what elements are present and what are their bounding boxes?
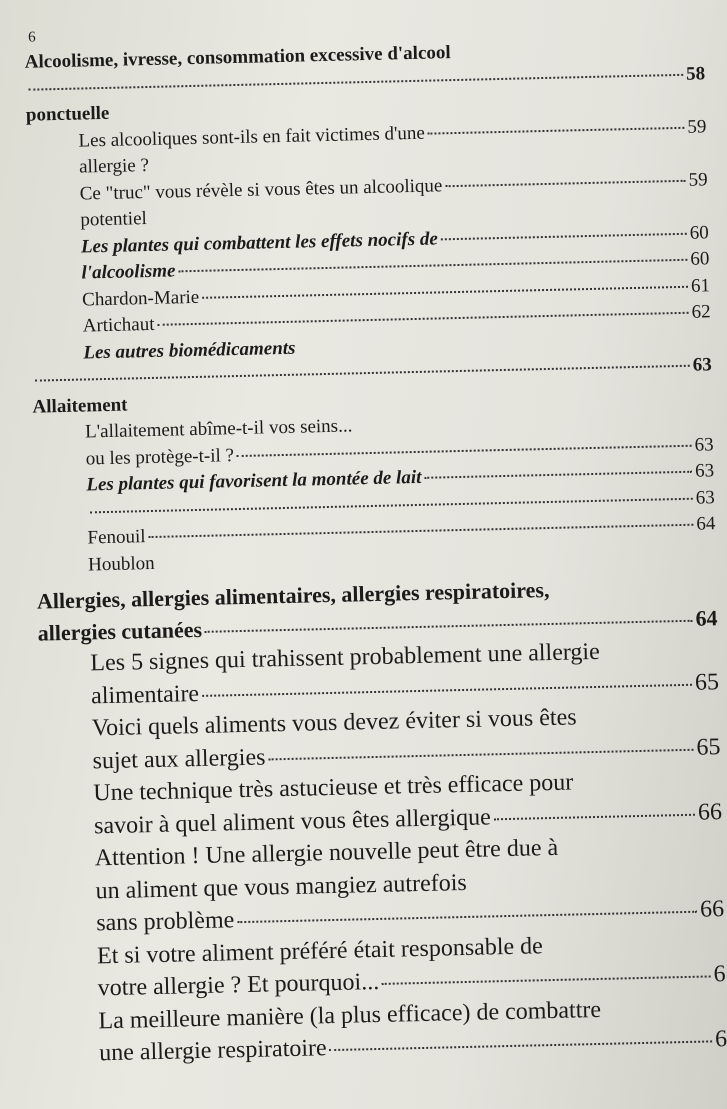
toc-entry-page: 59 bbox=[687, 115, 707, 138]
toc-entry-text: Une technique très astucieuse et très efficace pour bbox=[93, 769, 574, 807]
toc-entry-text: Allergies, allergies alimentaires, allergies respiratoires, bbox=[36, 576, 550, 614]
toc-entry-text: sans problème bbox=[95, 907, 235, 937]
toc-entry-text: Les 5 signes qui trahissent probablement une allergie bbox=[90, 638, 600, 677]
toc-entry-text: Voici quels aliments vous devez éviter si vous êtes bbox=[91, 704, 577, 742]
toc-entry-text: potentiel bbox=[80, 208, 148, 231]
dot-leader bbox=[330, 1040, 712, 1051]
toc-entry-text: Et si votre aliment préféré était responsable de bbox=[96, 932, 544, 969]
toc-entry-text: ou les protège-t-il ? bbox=[85, 444, 235, 469]
toc-entry-text: votre allergie ? Et pourquoi... bbox=[97, 968, 380, 1002]
page-number: 6 bbox=[27, 29, 36, 46]
toc-entry-text: allergies cutanées bbox=[37, 616, 203, 646]
dot-leader bbox=[178, 259, 687, 273]
toc-entry-text: La meilleure manière (la plus efficace) de combattre bbox=[98, 996, 602, 1034]
dot-leader bbox=[157, 312, 688, 326]
toc-entry-page: 63 bbox=[694, 460, 715, 482]
toc-entry-page: 61 bbox=[690, 274, 711, 297]
dot-leader bbox=[441, 232, 687, 240]
toc-entry-text: l'alcoolisme bbox=[81, 260, 176, 284]
dot-leader bbox=[428, 126, 685, 134]
dot-leader bbox=[90, 497, 693, 513]
toc-entry-text: une allergie respiratoire bbox=[98, 1035, 327, 1067]
toc-entry-page: 63 bbox=[692, 354, 713, 376]
toc-entry-text: Alcoolisme, ivresse, consommation excessive d'alcool bbox=[24, 42, 451, 73]
dot-leader bbox=[205, 619, 693, 632]
toc-entry-text: L'allaitement abîme-t-il vos seins... bbox=[84, 415, 353, 443]
toc-entry-page: 60 bbox=[690, 248, 710, 270]
toc-entry-page: 66 bbox=[699, 896, 725, 923]
toc-entry-text: sujet aux allergies bbox=[92, 743, 266, 774]
toc-entry-text: Les autres biomédicaments bbox=[83, 337, 296, 364]
toc-entry-text: Ce "truc" vous révèle si vous êtes un alcoolique bbox=[79, 174, 443, 205]
toc-entry-page: 62 bbox=[691, 301, 711, 323]
toc-entry-text: alimentaire bbox=[90, 680, 200, 709]
toc-entry-text: Les plantes qui combattent les effets nocifs de bbox=[80, 227, 438, 258]
dot-leader bbox=[445, 179, 685, 186]
toc-entry-text: allergie ? bbox=[78, 154, 150, 178]
toc-entry-text: Attention ! Une allergie nouvelle peut être due à bbox=[94, 834, 559, 872]
toc-entry-text: ponctuelle bbox=[25, 102, 110, 126]
dot-leader bbox=[424, 471, 692, 479]
toc-entry-page: 65 bbox=[696, 733, 721, 761]
toc-entry-page: 63 bbox=[695, 486, 716, 509]
book-page bbox=[14, 14, 727, 1067]
toc-entry-page: 59 bbox=[688, 168, 708, 191]
toc-entry-page: 66 bbox=[697, 798, 723, 826]
toc-entry-page: 6 bbox=[714, 1026, 727, 1053]
toc-entry-page: 6 bbox=[713, 961, 726, 988]
toc-entry-text: Fenouil bbox=[87, 526, 146, 549]
dot-leader bbox=[268, 748, 693, 760]
dot-leader bbox=[237, 911, 697, 923]
dot-leader bbox=[35, 365, 690, 382]
table-of-contents bbox=[14, 34, 727, 1071]
toc-entry-text: Artichaut bbox=[82, 313, 155, 337]
dot-leader bbox=[494, 813, 695, 820]
toc-entry-text: Chardon-Marie bbox=[81, 286, 200, 311]
toc-entry-page: 63 bbox=[694, 433, 714, 456]
dot-leader bbox=[28, 73, 683, 90]
toc-entry-text: Les plantes qui favorisent la montée de lait bbox=[86, 466, 422, 496]
toc-entry-text: Allaitement bbox=[32, 394, 128, 418]
dot-leader bbox=[237, 444, 692, 456]
dot-leader bbox=[149, 524, 694, 538]
toc-entry-page: 58 bbox=[685, 62, 706, 85]
toc-entry-text: savoir à quel aliment vous êtes allergique bbox=[93, 803, 492, 839]
dot-leader bbox=[202, 285, 688, 298]
toc-entry-text: Les alcooliques sont-ils en fait victimes d'une bbox=[78, 122, 426, 152]
dot-leader bbox=[382, 975, 710, 984]
toc-entry-page: 64 bbox=[696, 513, 716, 535]
toc-entry-text: Houblon bbox=[87, 552, 155, 575]
dot-leader bbox=[202, 683, 692, 696]
toc-entry-page: 60 bbox=[689, 221, 710, 244]
toc-entry-page: 65 bbox=[694, 668, 720, 696]
toc-entry-page: 64 bbox=[695, 604, 718, 631]
toc-entry-text: un aliment que vous mangiez autrefois bbox=[95, 869, 467, 904]
